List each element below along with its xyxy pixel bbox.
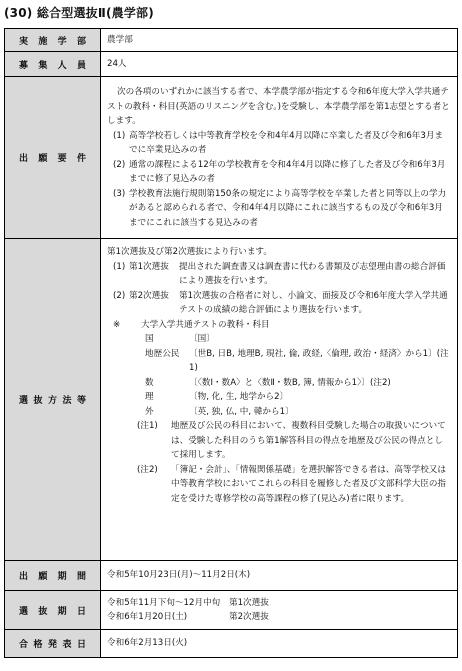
subject-name: 理 xyxy=(145,392,154,402)
note-label: (注2) xyxy=(137,464,158,475)
stage-text: 第1次選抜の合格者に対し、小論文、面接及び令和6年度大学入学共通テストの成績の総合評価により選抜を行います。 xyxy=(179,290,448,315)
subject-name: 数 xyxy=(145,377,154,388)
subject-row xyxy=(107,405,451,420)
item-text: 学校教育法施行規則第150条の規定により高等学校を卒業した者と同等以上の学力があると認められる者で、令和4年4月以降にこれに該当するもの及び令和6年3月までにこれに該当する見込みの者 xyxy=(129,188,447,228)
value-faculty: 農学部 xyxy=(101,29,458,52)
stage-text: 提出された調査書又は調査書に代わる書類及び志望理由書の総合評価により選抜を行います。 xyxy=(179,261,446,286)
selection-intro: 第1次選抜及び第2次選抜により行います。 xyxy=(107,247,272,257)
value-selection xyxy=(101,239,458,561)
note-item xyxy=(107,463,451,507)
value-announcement: 令和6年2月13日(火) xyxy=(101,630,458,658)
subject-row xyxy=(107,332,451,347)
value-requirements xyxy=(101,77,458,239)
schedule-row xyxy=(107,596,451,611)
row-requirements xyxy=(5,77,458,239)
row-selection xyxy=(5,239,458,561)
item-number: (1) xyxy=(113,130,126,141)
label-faculty: 実施学部 xyxy=(5,29,101,52)
stage-number: (2) xyxy=(113,290,126,301)
label-selection: 選抜方法等 xyxy=(5,239,101,561)
item-number: (3) xyxy=(113,188,126,199)
schedule-row xyxy=(107,610,451,625)
subjects-title: 大学入学共通テストの教科・科目 xyxy=(141,319,270,330)
value-capacity: 24人 xyxy=(101,52,458,77)
row-selection-dates xyxy=(5,591,458,630)
value-selection-dates xyxy=(101,591,458,630)
schedule-date: 令和6年1月20日(土) xyxy=(107,612,188,622)
row-announcement xyxy=(5,630,458,658)
subject-name: 外 xyxy=(145,406,154,417)
selection-stage xyxy=(107,260,451,289)
admission-table xyxy=(4,28,458,658)
row-faculty xyxy=(5,29,458,52)
label-announcement: 合格発表日 xyxy=(5,630,101,658)
item-text: 高等学校若しくは中等教育学校を令和4年4月以降に卒業した者及び令和6年3月までに卒業見込みの者 xyxy=(129,130,444,155)
schedule-stage: 第2次選抜 xyxy=(229,612,269,622)
subject-name: 地歴公民 xyxy=(145,348,180,359)
note-label: (注1) xyxy=(137,421,158,431)
label-requirements: 出願要件 xyxy=(5,77,101,239)
stage-number: (1) xyxy=(113,261,126,272)
subject-detail: 〔英, 独, 仏, 中, 韓から1〕 xyxy=(189,406,294,417)
subject-detail: 〔世B, 日B, 地理B, 現社, 倫, 政経,〈倫理, 政治・経済〉から1〕(注1) xyxy=(189,348,449,373)
label-capacity: 募集人員 xyxy=(5,52,101,77)
stage-head: 第2次選抜 xyxy=(129,290,169,301)
subject-name: 国 xyxy=(145,334,154,344)
value-application-period: 令和5年10月23日(月)〜11月2日(木) xyxy=(101,561,458,591)
note-text: 「簿記・会計」、「情報関係基礎」を選択解答できる者は、高等学校又は中等教育学校においてこれらの科目を履修した者及び文部科学大臣の指定を受けた専修学校の高等課程の修了(見込み)者に限ります。 xyxy=(171,464,447,504)
subject-detail: 〔国〕 xyxy=(189,334,215,344)
subjects-heading xyxy=(107,318,451,333)
requirements-intro: 次の各項のいずれかに該当する者で、本学農学部が指定する令和6年度大学入学共通テストの教科・科目(英語のリスニングを含む。)を受験し、本学農学部を第1志望とする者とします。 xyxy=(107,87,450,126)
note-mark: ※ xyxy=(113,319,121,330)
label-selection-dates: 選抜期日 xyxy=(5,591,101,630)
subject-row xyxy=(107,347,451,376)
row-application-period xyxy=(5,561,458,591)
item-text: 通常の課程による12年の学校教育を令和4年4月以降に修了した者及び令和6年3月までに修了見込みの者 xyxy=(129,159,446,184)
schedule-stage: 第1次選抜 xyxy=(229,597,269,608)
subject-row xyxy=(107,390,451,405)
note-text: 地歴及び公民の科目において、複数科目受験した場合の取扱いについては、受験した科目のうち第1解答科目の得点を地歴及び公民の得点として採用します。 xyxy=(171,421,446,460)
stage-head: 第1次選抜 xyxy=(129,261,169,272)
requirement-item xyxy=(107,158,451,187)
subject-detail: 〔〈数Ⅰ・数A〉と〈数Ⅱ・数B, 簿, 情報から1〉〕(注2) xyxy=(189,377,391,388)
item-number: (2) xyxy=(113,159,126,170)
subject-detail: 〔物, 化, 生, 地学から2〕 xyxy=(189,392,289,402)
subject-row xyxy=(107,376,451,391)
requirement-item xyxy=(107,187,451,231)
schedule-date: 令和5年11月下旬〜12月中旬 xyxy=(107,597,221,608)
label-application-period: 出願期間 xyxy=(5,561,101,591)
note-item xyxy=(107,419,451,463)
row-capacity xyxy=(5,52,458,77)
requirement-item xyxy=(107,129,451,158)
section-title: (30) 総合型選抜Ⅱ(農学部) xyxy=(4,6,154,20)
selection-stage xyxy=(107,289,451,318)
